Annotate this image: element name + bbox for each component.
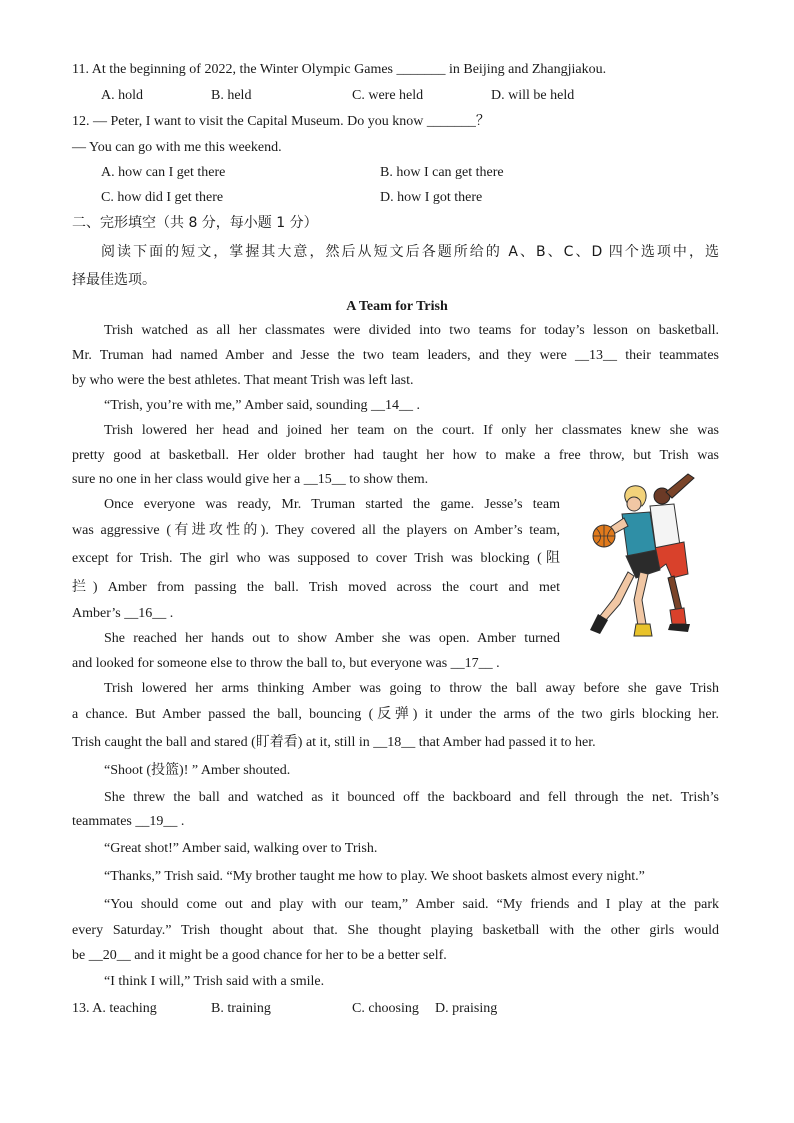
- passage-line: Trish watched as all her classmates were divided into two teams for today’s lesson on basketball.: [104, 323, 719, 338]
- q13-option-a: 13. A. teaching: [72, 1001, 157, 1016]
- passage-line: be __20__ and it might be a good chance for her to be a better self.: [72, 948, 447, 963]
- section-instruction-line: 择最佳选项。: [72, 272, 156, 288]
- q13-option-d: D. praising: [435, 1001, 498, 1016]
- q11-stem: 11. At the beginning of 2022, the Winter Olympic Games _______ in Beijing and Zhangjiakou.: [72, 62, 607, 77]
- passage-line: Amber’s __16__ .: [72, 606, 174, 621]
- q12-option-a: A. how can I get there: [101, 165, 226, 180]
- passage-title: A Team for Trish: [346, 299, 448, 314]
- passage-line: “Trish, you’re with me,” Amber said, sounding __14__ .: [104, 398, 421, 413]
- passage-line: pretty good at basketball. Her older brother had taught her how to make a free throw, but Trish was: [72, 448, 719, 463]
- attacker-player-figure: [590, 486, 660, 636]
- passage-line: “Shoot (投篮)! ” Amber shouted.: [104, 763, 291, 778]
- passage-line: “I think I will,” Trish said with a smile.: [104, 974, 325, 989]
- q11-option-a: A. hold: [101, 88, 143, 103]
- passage-line: was aggressive (有进攻性的). They covered all the players on Amber’s team,: [72, 523, 560, 538]
- section-heading: 二、完形填空（共 8 分，每小题 1 分）: [72, 215, 318, 231]
- passage-line: “Thanks,” Trish said. “My brother taught me how to play. We shoot baskets almost every night.”: [104, 869, 645, 884]
- passage-line: “You should come out and play with our team,” Amber said. “My friends and I play at the park: [104, 897, 719, 912]
- passage-line: a chance. But Amber passed the ball, bouncing (反弹) it under the arms of the two girls blocking her.: [72, 707, 719, 722]
- passage-line: by who were the best athletes. That meant Trish was left last.: [72, 373, 414, 388]
- q12-stem: 12. — Peter, I want to visit the Capital Museum. Do you know _______？: [72, 114, 490, 129]
- passage-line: Once everyone was ready, Mr. Truman started the game. Jesse’s team: [104, 497, 560, 512]
- passage-line: Trish lowered her arms thinking Amber was going to throw the ball away before she gave Trish: [104, 681, 719, 696]
- passage-line: and looked for someone else to throw the ball to, but everyone was __17__ .: [72, 656, 500, 671]
- q11-option-d: D. will be held: [491, 88, 575, 103]
- passage-line: Mr. Truman had named Amber and Jesse the two team leaders, and they were __13__ their teammates: [72, 348, 719, 363]
- passage-line: teammates __19__ .: [72, 814, 185, 829]
- q12-option-c: C. how did I get there: [101, 190, 224, 205]
- passage-line: She threw the ball and watched as it bounced off the backboard and fell through the net. Trish’s: [104, 790, 719, 805]
- q12-option-b: B. how I can get there: [380, 165, 504, 180]
- q11-option-b: B. held: [211, 88, 252, 103]
- passage-line: She reached her hands out to show Amber she was open. Amber turned: [104, 631, 560, 646]
- section-instruction-line: 阅读下面的短文，掌握其大意，然后从短文后各题所给的 A、B、C、D 四个选项中，选: [101, 244, 719, 260]
- q11-option-c: C. were held: [352, 88, 424, 103]
- basketball-icon: [593, 525, 615, 547]
- q13-option-b: B. training: [211, 1001, 271, 1016]
- passage-line: except for Trish. The girl who was supposed to cover Trish was blocking (阻: [72, 551, 560, 566]
- passage-line: sure no one in her class would give her a __15__ to show them.: [72, 472, 429, 487]
- passage-line: Trish lowered her head and joined her team on the court. If only her classmates knew she was: [104, 423, 719, 438]
- q13-option-c: C. choosing: [352, 1001, 419, 1016]
- q12-reply: — You can go with me this weekend.: [72, 140, 282, 155]
- passage-line: 拦) Amber from passing the ball. Trish moved across the court and met: [72, 580, 560, 595]
- basketball-players-illustration: [570, 470, 718, 648]
- passage-line: every Saturday.” Trish thought about that. She thought playing basketball with the other girls would: [72, 923, 719, 938]
- passage-line: “Great shot!” Amber said, walking over to Trish.: [104, 841, 378, 856]
- q12-option-d: D. how I got there: [380, 190, 483, 205]
- passage-line: Trish caught the ball and stared (盯着看) at it, still in __18__ that Amber had passed it to her.: [72, 735, 596, 750]
